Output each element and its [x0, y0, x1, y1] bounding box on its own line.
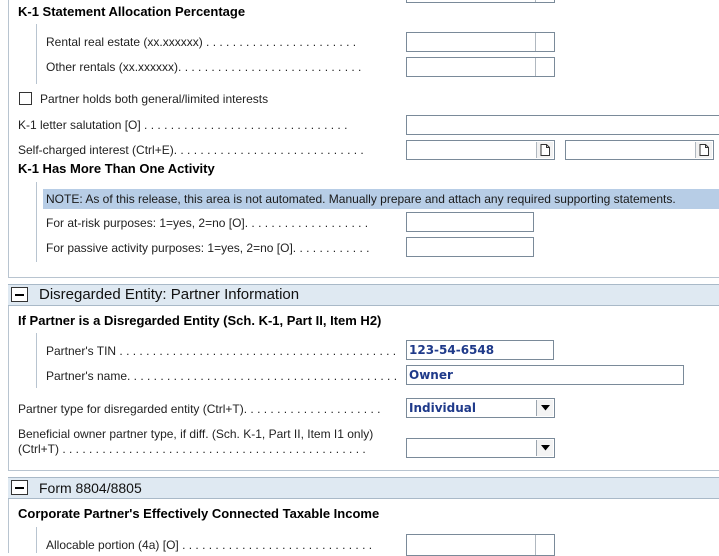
partner-type-label: Partner type for disregarded entity (Ctrl+T). . . . . . . . . . . . . . . . . . . . .	[18, 402, 381, 416]
at-risk-input[interactable]	[406, 212, 534, 232]
partner-name-value: Owner	[409, 368, 453, 382]
rental-real-estate-label: Rental real estate (xx.xxxxxx) . . . . . . . . . . . . . . . . . . . . . . .	[46, 35, 357, 49]
frame-left-border	[8, 306, 9, 471]
group-indent-line	[36, 182, 37, 262]
self-charged-interest-input-2[interactable]	[565, 140, 714, 160]
minus-collapse-icon[interactable]	[11, 287, 28, 302]
partner-name-input[interactable]	[406, 365, 684, 385]
disregarded-entity-subheading: If Partner is a Disregarded Entity (Sch. K-1, Part II, Item H2)	[18, 313, 382, 328]
at-risk-label: For at-risk purposes: 1=yes, 2=no [O]. . . . . . . . . . . . . . . . . . .	[46, 216, 369, 230]
beneficial-owner-label-line2: (Ctrl+T) . . . . . . . . . . . . . . . . . . . . . . . . . . . . . . . . . . . . . . . . . . . . . .	[18, 442, 366, 456]
k1-salutation-input[interactable]	[406, 115, 719, 135]
passive-activity-input[interactable]	[406, 237, 534, 257]
document-icon[interactable]	[695, 142, 712, 158]
self-charged-interest-label: Self-charged interest (Ctrl+E). . . . . . . . . . . . . . . . . . . . . . . . . . . . .	[18, 143, 364, 157]
frame-bottom-border	[8, 277, 719, 278]
group-indent-line	[36, 333, 37, 388]
partner-tin-input[interactable]	[406, 340, 554, 360]
document-icon[interactable]	[536, 142, 553, 158]
disregarded-entity-title: Disregarded Entity: Partner Information	[39, 286, 300, 303]
partner-holds-both-checkbox[interactable]	[19, 92, 32, 105]
frame-left-border	[8, 499, 9, 553]
dropdown-arrow-icon[interactable]	[536, 440, 553, 456]
partner-type-value: Individual	[409, 401, 476, 415]
self-charged-interest-input[interactable]	[406, 140, 555, 160]
other-rentals-input[interactable]	[406, 57, 555, 77]
partner-tin-value: 123-54-6548	[409, 343, 495, 357]
frame-bottom-border	[8, 470, 719, 471]
disregarded-entity-section-header[interactable]	[8, 284, 719, 306]
allocable-portion-label: Allocable portion (4a) [O] . . . . . . . . . . . . . . . . . . . . . . . . . . . . .	[46, 538, 373, 552]
beneficial-owner-select[interactable]	[406, 438, 555, 458]
form-8804-8805-title: Form 8804/8805	[39, 480, 142, 496]
frame-left-border	[8, 0, 9, 278]
minus-collapse-icon[interactable]	[11, 480, 28, 495]
not-automated-note: NOTE: As of this release, this area is not automated. Manually prepare and attach any required supporting statements.	[43, 189, 719, 209]
top-partial-input[interactable]	[406, 0, 555, 3]
passive-activity-label: For passive activity purposes: 1=yes, 2=no [O]. . . . . . . . . . . .	[46, 241, 370, 255]
partner-tin-label: Partner's TIN . . . . . . . . . . . . . . . . . . . . . . . . . . . . . . . . . . . . . . . . . .	[46, 344, 397, 358]
group-indent-line	[36, 527, 37, 553]
form-8804-8805-section-header[interactable]	[8, 477, 719, 499]
partner-name-label: Partner's name. . . . . . . . . . . . . . . . . . . . . . . . . . . . . . . . . . . . . . . . .	[46, 369, 398, 383]
other-rentals-label: Other rentals (xx.xxxxxx). . . . . . . . . . . . . . . . . . . . . . . . . . . .	[46, 60, 362, 74]
k1-salutation-label: K-1 letter salutation [O] . . . . . . . . . . . . . . . . . . . . . . . . . . . . . . .	[18, 118, 348, 132]
group-indent-line	[36, 24, 37, 84]
k1-allocation-heading: K-1 Statement Allocation Percentage	[18, 4, 246, 19]
dropdown-arrow-icon[interactable]	[536, 400, 553, 416]
rental-real-estate-input[interactable]	[406, 32, 555, 52]
beneficial-owner-label-line1: Beneficial owner partner type, if diff. (Sch. K-1, Part II, Item I1 only)	[18, 427, 374, 441]
partner-holds-both-label: Partner holds both general/limited interests	[40, 92, 269, 106]
corporate-partner-subheading: Corporate Partner's Effectively Connected Taxable Income	[18, 506, 380, 521]
partner-type-select[interactable]	[406, 398, 555, 418]
k1-activity-heading: K-1 Has More Than One Activity	[18, 161, 215, 176]
